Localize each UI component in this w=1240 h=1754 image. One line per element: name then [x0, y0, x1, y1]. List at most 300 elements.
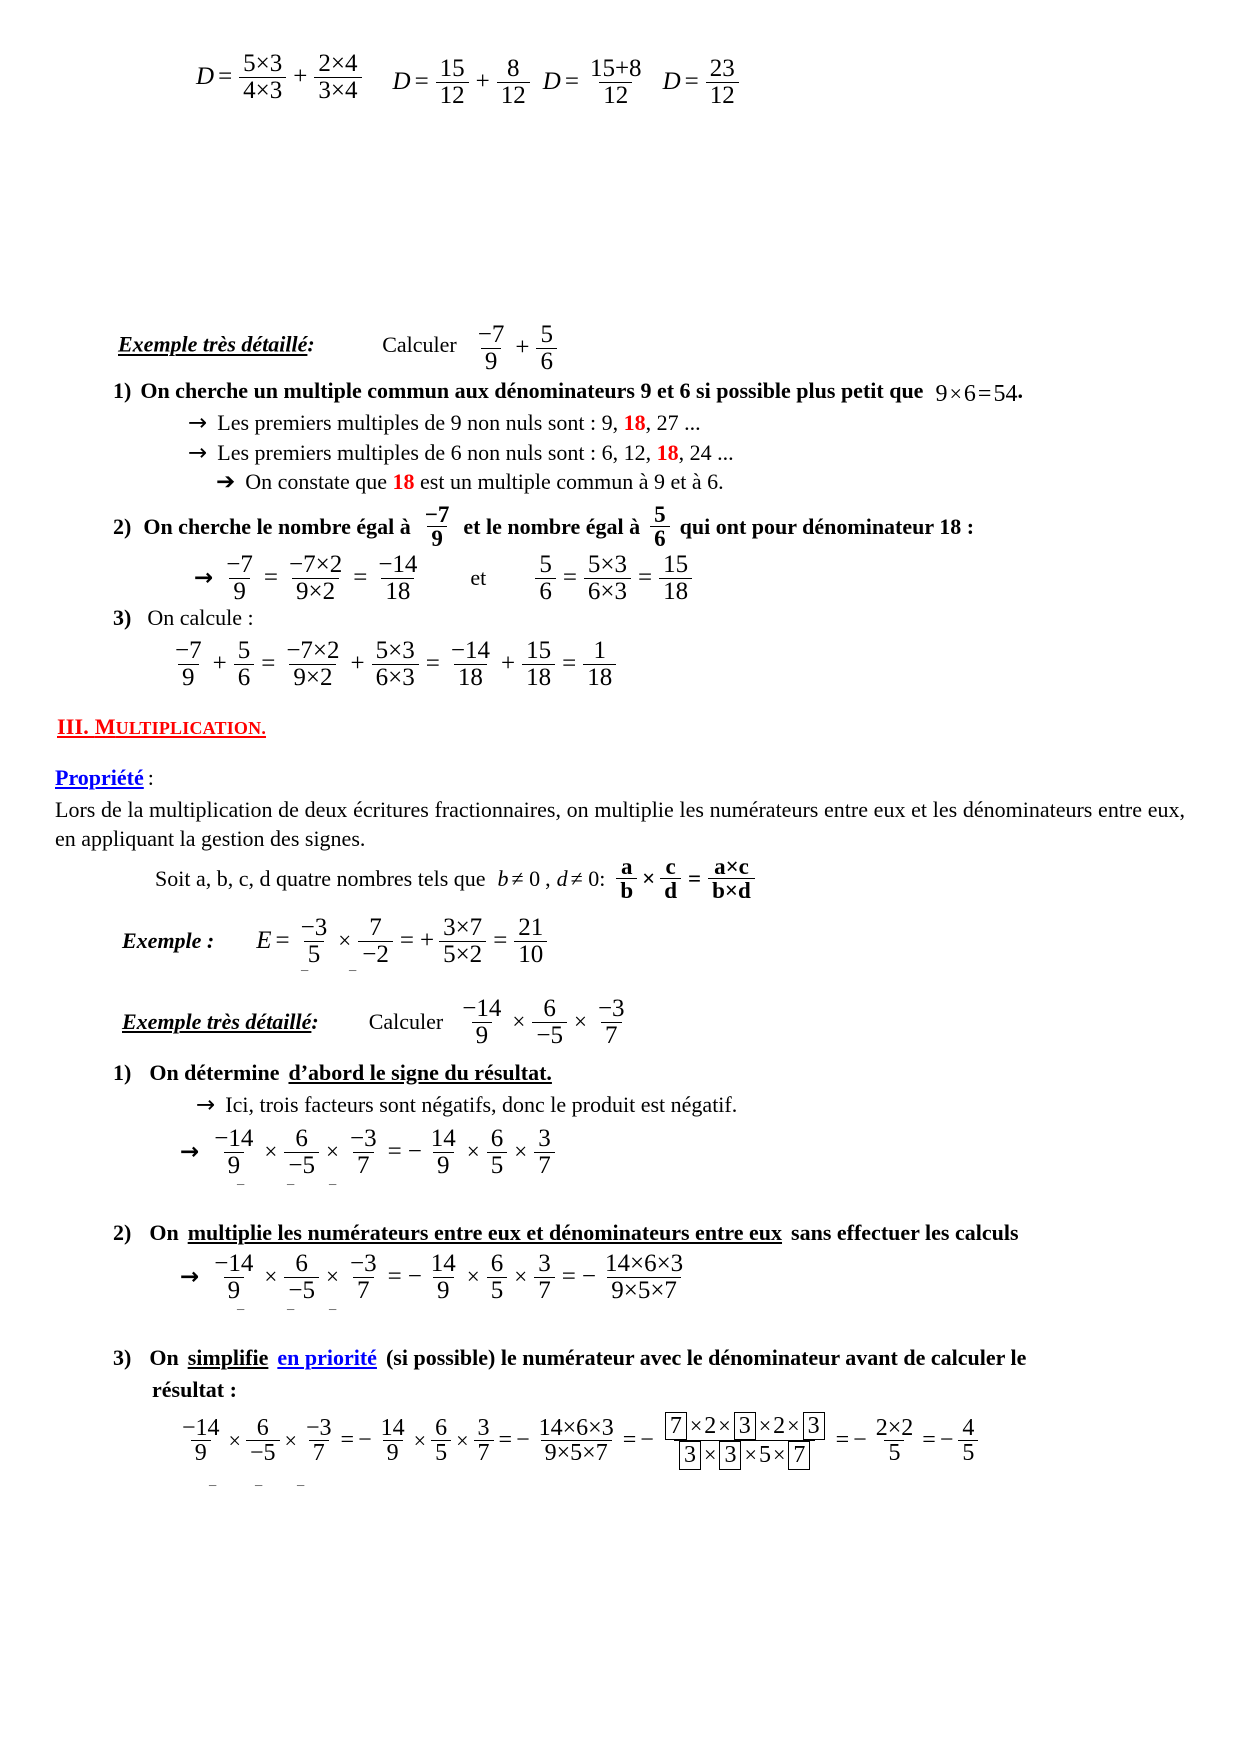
step-text-underlined: multiplie les numérateurs entre eux et dénominateurs entre eux	[187, 1220, 783, 1245]
label-colon: :	[307, 331, 315, 357]
denominator: 9×5×7	[541, 1440, 612, 1465]
denominator: 18	[381, 578, 414, 605]
boxed-factor: 3	[803, 1412, 825, 1440]
operand-a: 9	[935, 380, 948, 407]
numerator: −7	[226, 551, 253, 578]
numerator: 23	[709, 55, 735, 82]
fraction	[346, 1126, 381, 1178]
minus-sign: −	[939, 1427, 954, 1454]
fraction	[474, 322, 509, 374]
times-sign: ×	[787, 1412, 800, 1438]
plus-sign: +	[350, 649, 365, 677]
times-sign: ×	[325, 1138, 339, 1164]
numerator: −14	[214, 1125, 254, 1152]
numerator: −7	[477, 321, 505, 348]
condition-1-var: b	[497, 865, 509, 891]
numerator: −3	[597, 995, 625, 1022]
fraction	[282, 638, 343, 690]
numerator: −7×2	[289, 551, 343, 578]
step-number: 1)	[113, 378, 132, 403]
denominator: 9×2	[292, 578, 339, 605]
soit-text: Soit a, b, c, d quatre nombres tels que	[155, 865, 486, 891]
colon: :	[599, 865, 606, 891]
bullet-multiples-6	[188, 440, 734, 466]
equals-sign: =	[688, 865, 702, 891]
fraction	[660, 855, 681, 903]
plus-sign: +	[500, 649, 516, 677]
numerator: 4	[962, 1414, 975, 1441]
step-text-a: On cherche le nombre égal à	[143, 513, 411, 539]
fraction	[534, 1126, 555, 1178]
numerator: 14	[430, 1125, 456, 1152]
highlight-value: 18	[392, 469, 415, 494]
fraction	[222, 552, 257, 604]
numerator-factors	[660, 1412, 830, 1440]
mult-step-2	[113, 1220, 1019, 1246]
step-1-addition	[113, 378, 1183, 408]
conjunction-et: et	[470, 565, 487, 591]
fraction	[377, 1416, 409, 1466]
bullet-text-pre: On constate que	[245, 469, 393, 494]
fraction	[594, 996, 629, 1048]
numerator: 6	[490, 1250, 504, 1277]
denominator: 7	[534, 1277, 555, 1304]
times-sign: ×	[772, 1442, 786, 1468]
equals-sign: =	[835, 1427, 850, 1454]
times-sign: ×	[264, 1138, 278, 1164]
step-number: 3)	[113, 605, 132, 630]
denominator: 9	[481, 348, 502, 375]
denominator: −5	[284, 1152, 319, 1179]
denominator: 7	[353, 1277, 374, 1304]
step-text-a: On	[149, 1220, 179, 1245]
denominator: 12	[599, 82, 632, 109]
numerator: c	[665, 854, 676, 879]
bullet-multiples-9	[188, 410, 701, 436]
denominator: 12	[436, 82, 469, 109]
denominator: 9	[433, 1277, 454, 1304]
numerator: −3	[349, 1250, 377, 1277]
arrow-icon: →	[188, 410, 208, 436]
equals-sign: =	[218, 62, 233, 90]
denominator: −5	[246, 1440, 280, 1465]
times-sign: ×	[228, 1427, 241, 1453]
numerator: 15	[526, 637, 552, 664]
numerator: −14	[214, 1250, 254, 1277]
times-sign: ×	[744, 1442, 757, 1468]
denominator: 6	[536, 348, 557, 375]
fraction	[497, 56, 530, 108]
condition-2-var: d	[556, 865, 568, 891]
factor: 2	[773, 1412, 786, 1439]
mult-step-1	[113, 1060, 552, 1086]
fraction	[346, 1251, 381, 1303]
denominator: 9	[472, 1022, 493, 1049]
propriete-label: Propriété	[55, 765, 144, 790]
equals-sign: =	[493, 926, 508, 954]
times-sign: ×	[704, 1442, 717, 1468]
result: 54	[993, 380, 1018, 407]
minus-sign: −	[358, 1427, 372, 1454]
highlight-value: 18	[656, 440, 679, 465]
equals-sign: =	[564, 67, 579, 95]
mult-step-3-equation	[175, 1412, 981, 1470]
section-heading-multiplication	[57, 714, 266, 740]
mult-step-3-text-c	[152, 1377, 237, 1403]
numerator: −14	[450, 637, 490, 664]
bullet-text-post: , 27 ...	[645, 410, 701, 435]
bullet-text-post: est un multiple commun à 9 et à 6.	[414, 469, 724, 494]
fraction	[458, 996, 505, 1048]
times-sign: ×	[642, 865, 656, 891]
equals-sign: =	[638, 563, 653, 591]
detailed-example-label: Exemple très détaillé	[122, 1009, 312, 1034]
fraction	[532, 996, 567, 1048]
times-sign: ×	[573, 1008, 587, 1034]
fraction	[314, 51, 361, 103]
equals-sign: =	[399, 926, 414, 954]
denominator: 6	[650, 526, 670, 550]
fraction	[708, 855, 755, 903]
numerator: 5×3	[243, 50, 283, 77]
denominator: 9	[383, 1440, 403, 1465]
fraction	[586, 56, 646, 108]
negative-marker: −	[236, 1177, 246, 1194]
times-sign: ×	[325, 1263, 339, 1289]
equals-sign: =	[498, 1427, 513, 1454]
negative-marker: −	[208, 1478, 218, 1495]
fraction	[535, 552, 556, 604]
equation-line-4	[663, 56, 742, 108]
fraction	[431, 1416, 451, 1466]
numerator: a×c	[714, 854, 749, 879]
denominator: 9	[229, 578, 250, 605]
numerator: −3	[300, 914, 328, 941]
numerator: 15+8	[589, 55, 642, 82]
arrow-icon: →	[180, 1263, 200, 1290]
step-text-b: sans effectuer les calculs	[791, 1220, 1019, 1245]
fraction	[536, 322, 557, 374]
section-title-rest: ULTIPLICATION.	[115, 718, 267, 738]
numerator: −14	[182, 1414, 220, 1441]
mult-step-2-equation	[180, 1251, 690, 1303]
denominator: 9	[433, 1152, 454, 1179]
denominator: 18	[659, 578, 692, 605]
fraction	[616, 855, 637, 903]
times-sign: ×	[512, 1008, 526, 1034]
step-text: On calcule :	[147, 605, 254, 630]
times-sign: ×	[718, 1412, 731, 1438]
fraction	[284, 1251, 319, 1303]
numerator: 15	[439, 55, 465, 82]
equation-line-1	[196, 51, 365, 103]
step-2-equalities	[194, 552, 695, 604]
calculer-label: Calculer	[368, 1009, 444, 1034]
numerator: 21	[518, 914, 544, 941]
times-sign: ×	[949, 381, 962, 407]
boxed-factor: 3	[734, 1412, 756, 1440]
boxed-factor: 7	[665, 1412, 687, 1440]
equation-line-2	[393, 56, 533, 108]
comma: ,	[545, 865, 551, 891]
exemple-label: Exemple :	[122, 928, 215, 953]
denominator: 9	[191, 1440, 211, 1465]
propriete-colon: :	[147, 765, 154, 790]
variable-D: D	[662, 67, 681, 95]
equals-sign: =	[414, 67, 429, 95]
numerator: 6	[295, 1125, 308, 1152]
step-number: 3)	[113, 1345, 132, 1370]
numerator: −3	[349, 1125, 377, 1152]
step-number: 2)	[113, 1220, 132, 1245]
denominator: 18	[522, 664, 555, 691]
equals-sign: =	[562, 563, 577, 591]
denominator: 5	[487, 1152, 508, 1179]
fraction	[234, 638, 255, 690]
plus-sign: +	[212, 649, 227, 677]
fraction	[872, 1416, 918, 1466]
variable-D: D	[542, 67, 561, 95]
denominator: 6×3	[372, 664, 419, 691]
negative-marker: −	[300, 963, 310, 980]
expression-to-compute	[471, 322, 560, 374]
step-text-underlined-1: simplifie	[187, 1345, 269, 1370]
denominator: 7	[309, 1440, 329, 1465]
denominator: 18	[583, 664, 616, 691]
bullet-common-multiple	[216, 469, 724, 495]
plus-sign: +	[475, 67, 490, 95]
arrow-icon: →	[194, 564, 214, 591]
period: .	[1017, 378, 1023, 403]
negative-marker: −	[328, 1177, 338, 1194]
fraction	[358, 915, 393, 967]
numerator: a	[620, 854, 633, 879]
fraction	[487, 1126, 508, 1178]
variable-D: D	[196, 62, 215, 90]
equals-sign: =	[340, 1427, 355, 1454]
denominator: 5	[958, 1440, 978, 1465]
detailed-example-addition-header	[118, 322, 560, 374]
step-text-underlined: d’abord le signe du résultat.	[288, 1060, 552, 1085]
step-text-c: qui ont pour dénominateur 18 :	[679, 513, 975, 539]
propriete-heading	[55, 765, 154, 791]
fraction	[522, 638, 555, 690]
numerator: −14	[462, 995, 502, 1022]
denominator: 7	[534, 1152, 555, 1179]
denominator: −5	[284, 1277, 319, 1304]
fraction	[285, 552, 346, 604]
bullet-text-pre: Les premiers multiples de 6 non nuls sont : 6, 12,	[217, 440, 657, 465]
numerator: −3	[306, 1414, 332, 1441]
fraction	[447, 638, 494, 690]
numerator: 5	[539, 551, 552, 578]
minus-sign: −	[516, 1427, 530, 1454]
denominator-factors	[674, 1440, 815, 1469]
denominator: 9×5×7	[607, 1277, 681, 1304]
denominator: 3×4	[314, 77, 361, 104]
denominator: 5	[431, 1440, 451, 1465]
equals-sign: =	[387, 1262, 402, 1290]
numerator: 3	[538, 1125, 551, 1152]
times-sign: ×	[514, 1263, 528, 1289]
arrow-icon: →	[196, 1092, 216, 1118]
numerator: 15	[663, 551, 689, 578]
highlight-value: 18	[623, 410, 646, 435]
fraction	[374, 552, 421, 604]
bullet-text: Ici, trois facteurs sont négatifs, donc le produit est négatif.	[225, 1092, 738, 1117]
negative-marker: −	[296, 1478, 306, 1495]
times-sign: ×	[413, 1427, 427, 1453]
equals-sign: =	[622, 1427, 637, 1454]
fraction	[302, 1416, 336, 1466]
equals-sign: =	[353, 563, 368, 591]
step-2-addition	[113, 503, 974, 551]
fraction	[178, 1416, 224, 1466]
fraction	[284, 1126, 319, 1178]
fraction	[583, 638, 616, 690]
sign-plus: +	[419, 926, 435, 954]
denominator: 9	[224, 1277, 245, 1304]
times-sign: ×	[514, 1138, 528, 1164]
section-title-first: M	[94, 714, 116, 739]
denominator: 6	[535, 578, 556, 605]
equals-sign: =	[263, 563, 278, 591]
fraction	[514, 915, 547, 967]
times-sign: ×	[466, 1263, 480, 1289]
step-text-a: On	[149, 1345, 179, 1370]
negative-marker: −	[254, 1478, 264, 1495]
denominator: 9	[224, 1152, 245, 1179]
step-text-b: et le nombre égal à	[463, 513, 641, 539]
bullet-text-post: , 24 ...	[678, 440, 734, 465]
equation-line-3	[543, 56, 649, 108]
fraction	[427, 1251, 460, 1303]
propriete-text: Lors de la multiplication de deux écritures fractionnaires, on multiplie les numérateurs entre eux et les dénominateurs entre eux, en appliquant la gestion des signes.	[55, 797, 1185, 852]
negative-marker: −	[328, 1302, 338, 1319]
step-text-underlined-2: en priorité	[277, 1345, 377, 1370]
fraction	[584, 552, 631, 604]
fraction	[659, 552, 692, 604]
numerator: 6	[543, 995, 556, 1022]
numerator: 14	[430, 1250, 456, 1277]
times-sign: ×	[284, 1427, 297, 1453]
fraction	[210, 1126, 257, 1178]
equals-sign: =	[684, 67, 699, 95]
fraction	[239, 51, 286, 103]
negative-marker: −	[286, 1177, 296, 1194]
numerator: 14	[380, 1414, 405, 1441]
operand-b: 6	[963, 380, 976, 407]
numerator: 5×3	[375, 637, 415, 664]
denominator: b	[616, 878, 637, 902]
variable-E: E	[256, 926, 272, 954]
numerator: 5	[237, 637, 251, 664]
equals-sign: =	[562, 649, 577, 677]
denominator: 5	[884, 1440, 904, 1465]
step-text-b: (si possible) le numérateur avec le dénominateur avant de calculer le	[385, 1345, 1027, 1370]
step-3-addition	[113, 605, 254, 631]
mult-step-1-equation	[180, 1126, 558, 1178]
exemple-multiplication	[122, 915, 550, 967]
fraction	[421, 503, 454, 551]
inline-formula-9x6	[935, 381, 1017, 408]
fraction	[487, 1251, 508, 1303]
fraction	[439, 915, 486, 967]
section-roman: III.	[57, 714, 89, 739]
times-sign: ×	[689, 1412, 703, 1438]
plus-sign: +	[293, 62, 308, 90]
denominator: 7	[601, 1022, 622, 1049]
numerator: 5×3	[587, 551, 628, 578]
fraction	[534, 1251, 555, 1303]
boxed-factor: 7	[788, 1441, 810, 1469]
fraction	[246, 1416, 280, 1466]
fraction	[436, 56, 469, 108]
minus-sign: −	[640, 1427, 654, 1454]
arrow-icon: ➔	[216, 469, 236, 495]
numerator: 14×6×3	[538, 1414, 614, 1441]
numerator: 14×6×3	[604, 1250, 684, 1277]
numerator: 2×4	[318, 50, 358, 77]
factor: 5	[758, 1442, 771, 1469]
equals-sign: =	[261, 649, 276, 677]
denominator: 18	[454, 664, 487, 691]
fraction	[427, 1126, 460, 1178]
denominator: d	[660, 878, 681, 902]
fraction	[210, 1251, 257, 1303]
label-colon: :	[311, 1009, 319, 1034]
boxed-factor: 3	[719, 1441, 741, 1469]
fraction	[535, 1416, 618, 1466]
fraction-factorized	[660, 1412, 830, 1470]
numerator: 1	[593, 637, 606, 664]
numerator: 3×7	[443, 914, 483, 941]
numerator: 8	[507, 55, 520, 82]
denominator: 5	[487, 1277, 508, 1304]
minus-sign: −	[407, 1262, 422, 1290]
detailed-example-multiplication-header	[122, 996, 632, 1048]
calculer-label: Calculer	[382, 331, 457, 357]
numerator: 6	[295, 1250, 308, 1277]
step-number: 2)	[113, 513, 132, 539]
numerator: −14	[378, 551, 418, 578]
numerator: 3	[538, 1250, 551, 1277]
step-3-equation	[168, 638, 619, 690]
denominator: 7	[474, 1440, 494, 1465]
numerator: 6	[256, 1414, 269, 1441]
addition-result-block	[196, 46, 742, 108]
equals-sign: =	[561, 1262, 576, 1290]
numerator: 7	[369, 914, 382, 941]
numerator: 6	[435, 1414, 448, 1441]
equals-sign: =	[922, 1427, 936, 1454]
fraction	[474, 1416, 494, 1466]
equals-sign: =	[977, 380, 992, 407]
denominator: −2	[358, 941, 393, 968]
numerator: 5	[654, 502, 666, 527]
condition-2-rel: ≠ 0	[570, 865, 600, 891]
equals-sign: =	[387, 1137, 402, 1165]
equals-sign: =	[425, 649, 440, 677]
negative-marker: −	[236, 1302, 246, 1319]
times-sign: ×	[338, 927, 352, 953]
step-text-a: On détermine	[149, 1060, 280, 1085]
fraction	[706, 56, 739, 108]
denominator: 9×2	[289, 664, 336, 691]
fraction	[372, 638, 419, 690]
minus-sign: −	[407, 1137, 422, 1165]
negative-marker: −	[286, 1302, 296, 1319]
